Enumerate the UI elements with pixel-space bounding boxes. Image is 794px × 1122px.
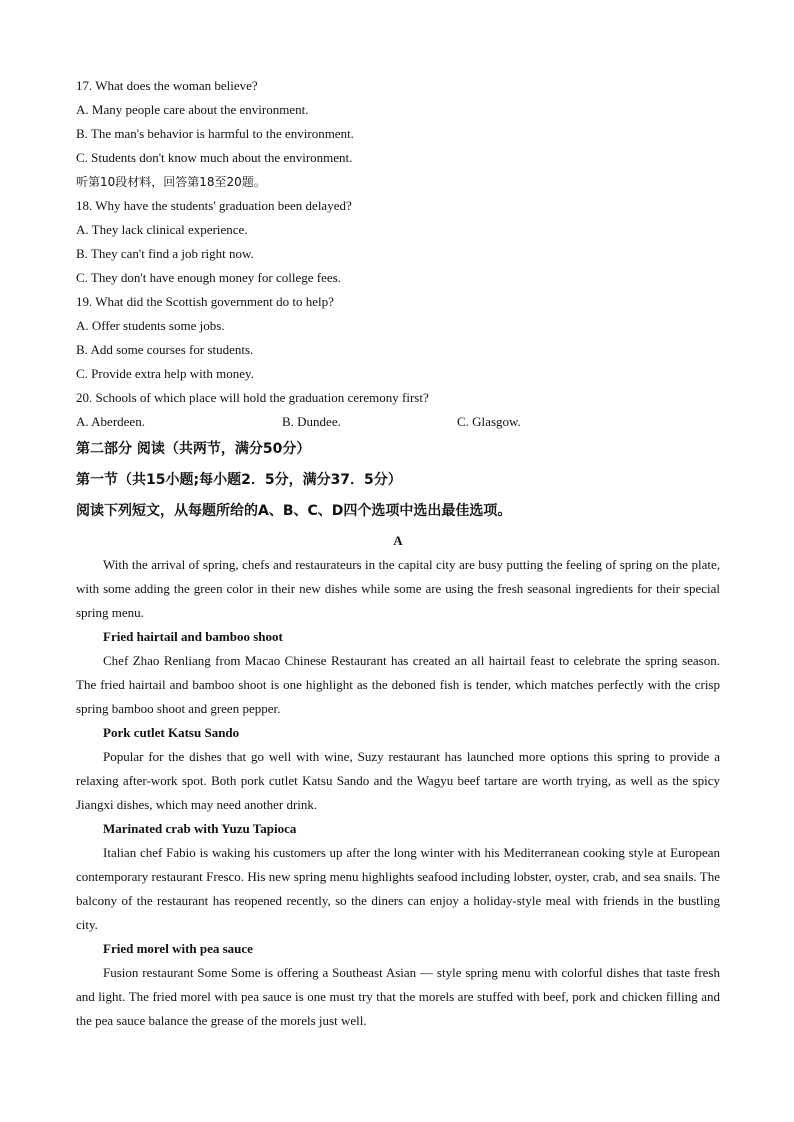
question-20-option-c: C. Glasgow.	[457, 414, 521, 429]
dish-text-marinated-crab: Italian chef Fabio is waking his customers up after the long winter with his Mediterranean cooking style at European contemporary restaurant Fresco. His new spring menu highlights seafood including lobster, oyster, crab, and sea snails. The balcony of the restaurant has reopened recently, so the diners can enjoy a holiday-style meal with friends in the bustling city.	[76, 845, 720, 932]
question-19-stem: 19. What did the Scottish government do to help?	[76, 294, 334, 309]
question-20-options	[76, 410, 720, 434]
question-17-option-b: B. The man's behavior is harmful to the environment.	[76, 126, 354, 141]
dish-text-fried-morel: Fusion restaurant Some Some is offering a Southeast Asian — style spring menu with colorful dishes that taste fresh and light. The fried morel with pea sauce is one must try that the morels are stuffed with beef, pork and chicken filling and the pea sauce balance the grease of the morels just well.	[76, 965, 720, 1028]
question-18-option-a: A. They lack clinical experience.	[76, 222, 248, 237]
passage-intro: With the arrival of spring, chefs and restaurateurs in the capital city are busy putting the feeling of spring on the plate, with some adding the green color in their new dishes while some are using the fresh seasonal ingredients for their special spring menu.	[76, 557, 720, 620]
reading-instruction: 阅读下列短文，从每题所给的A、B、C、D四个选项中选出最佳选项。	[76, 503, 512, 519]
question-17-option-c: C. Students don't know much about the environment.	[76, 150, 353, 165]
question-18-option-b: B. They can't find a job right now.	[76, 246, 254, 261]
question-18-stem: 18. Why have the students' graduation been delayed?	[76, 198, 352, 213]
passage-label: A	[393, 533, 403, 548]
question-20-stem: 20. Schools of which place will hold the graduation ceremony first?	[76, 390, 429, 405]
question-19-option-b: B. Add some courses for students.	[76, 342, 254, 357]
dish-title-katsu-sando: Pork cutlet Katsu Sando	[103, 725, 240, 740]
part-two-title: 第二部分 阅读（共两节，满分50分）	[76, 441, 311, 457]
listening-material-note: 听第10段材料，回答第18至20题。	[76, 175, 266, 189]
exam-page	[76, 74, 720, 1033]
question-17-stem: 17. What does the woman believe?	[76, 78, 258, 93]
dish-title-hairtail: Fried hairtail and bamboo shoot	[103, 629, 283, 644]
dish-title-fried-morel: Fried morel with pea sauce	[103, 941, 253, 956]
dish-title-marinated-crab: Marinated crab with Yuzu Tapioca	[103, 821, 297, 836]
question-17-option-a: A. Many people care about the environment.	[76, 102, 309, 117]
dish-text-hairtail: Chef Zhao Renliang from Macao Chinese Restaurant has created an all hairtail feast to celebrate the spring season. The fried hairtail and bamboo shoot is one highlight as the deboned fish is tender, which matches perfectly with the crisp spring bamboo shoot and green pepper.	[76, 653, 720, 716]
section-one-title: 第一节（共15小题;每小题2．5分，满分37．5分）	[76, 472, 402, 488]
question-18-option-c: C. They don't have enough money for college fees.	[76, 270, 341, 285]
question-20-option-b: B. Dundee.	[282, 414, 341, 429]
question-20-option-a: A. Aberdeen.	[76, 414, 145, 429]
question-19-option-c: C. Provide extra help with money.	[76, 366, 254, 381]
dish-text-katsu-sando: Popular for the dishes that go well with wine, Suzy restaurant has launched more options this spring to provide a relaxing after-work spot. Both pork cutlet Katsu Sando and the Wagyu beef tartare are worth trying, as well as the spicy Jiangxi dishes, which may need another drink.	[76, 749, 720, 812]
question-19-option-a: A. Offer students some jobs.	[76, 318, 225, 333]
